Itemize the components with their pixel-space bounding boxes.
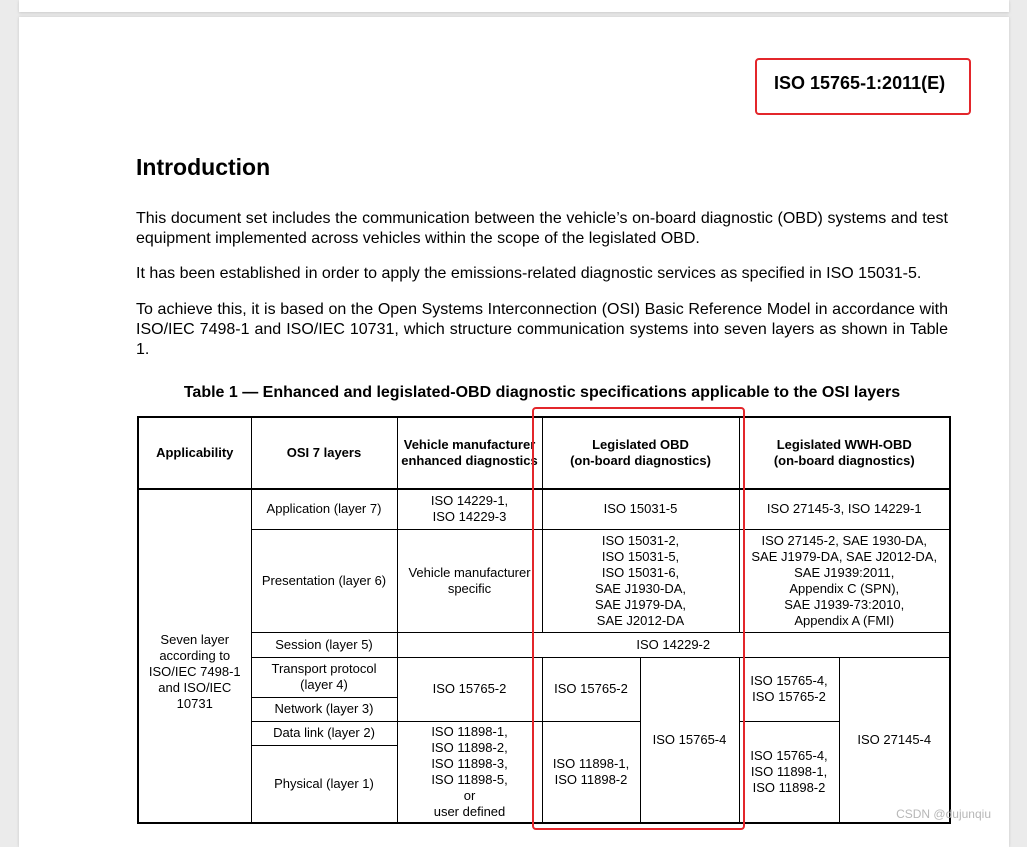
layer-application: Application (layer 7) (251, 489, 397, 529)
cell-application-obd: ISO 15031-5 (542, 489, 739, 529)
cell-datalink-physical-wwh: ISO 15765-4, ISO 11898-1, ISO 11898-2 (739, 721, 839, 823)
header-osi-layers: OSI 7 layers (251, 417, 397, 489)
cell-obd-lower-layers: ISO 15765-4 (640, 657, 739, 823)
cell-presentation-vehicle-mfr: Vehicle manufacturer specific (397, 529, 542, 632)
cell-transport-network-wwh: ISO 15765-4, ISO 15765-2 (739, 657, 839, 721)
header-applicability: Applicability (138, 417, 251, 489)
header-vehicle-manufacturer: Vehicle manufacturer enhanced diagnostics (397, 417, 542, 489)
cell-datalink-physical-vehicle-mfr: ISO 11898-1, ISO 11898-2, ISO 11898-3, ISO 11898-5, or user defined (397, 721, 542, 823)
cell-transport-network-obd: ISO 15765-2 (542, 657, 640, 721)
applicability-cell: Seven layer according to ISO/IEC 7498-1 and ISO/IEC 10731 (138, 489, 251, 823)
cell-wwh-lower-layers: ISO 27145-4 (839, 657, 950, 823)
cell-application-wwh: ISO 27145-3, ISO 14229-1 (739, 489, 950, 529)
table-row (138, 721, 950, 745)
cell-transport-network-vehicle-mfr: ISO 15765-2 (397, 657, 542, 721)
table-caption: Table 1 — Enhanced and legislated-OBD diagnostic specifications applicable to the OSI layers (183, 384, 901, 401)
header-legislated-wwh-obd: Legislated WWH-OBD (on-board diagnostics) (739, 417, 950, 489)
layer-network: Network (layer 3) (251, 697, 397, 721)
document-id: ISO 15765-1:2011(E) (774, 73, 946, 93)
cell-application-vehicle-mfr: ISO 14229-1, ISO 14229-3 (397, 489, 542, 529)
layer-transport: Transport protocol (layer 4) (251, 657, 397, 697)
cell-presentation-obd: ISO 15031-2, ISO 15031-5, ISO 15031-6, SAE J1930-DA, SAE J1979-DA, SAE J2012-DA (542, 529, 739, 632)
header-legislated-obd: Legislated OBD (on-board diagnostics) (542, 417, 739, 489)
cell-session-all: ISO 14229-2 (397, 632, 950, 657)
table-header-row (138, 417, 950, 489)
layer-presentation: Presentation (layer 6) (251, 529, 397, 632)
cell-presentation-wwh: ISO 27145-2, SAE 1930-DA, SAE J1979-DA, SAE J2012-DA, SAE J1939:2011, Appendix C (SPN), SAE J1939-73:2010, Appendix A (FMI) (739, 529, 950, 632)
layer-session: Session (layer 5) (251, 632, 397, 657)
layer-physical: Physical (layer 1) (251, 745, 397, 823)
intro-paragraph-2: It has been established in order to apply the emissions-related diagnostic services as specified in ISO 15031-5. (136, 265, 922, 282)
table-row (138, 632, 950, 657)
table-row (138, 529, 950, 632)
section-heading: Introduction (136, 154, 271, 180)
layer-datalink: Data link (layer 2) (251, 721, 397, 745)
cell-datalink-physical-obd: ISO 11898-1, ISO 11898-2 (542, 721, 640, 823)
intro-paragraph-1: This document set includes the communication between the vehicle’s on-board diagnostic (OBD) systems and test equipment implemented across vehicles within the scope of the legislated OBD. (136, 210, 948, 247)
table-row (138, 657, 950, 697)
watermark: CSDN @dujunqiu (896, 807, 991, 821)
intro-paragraph-3: To achieve this, it is based on the Open Systems Interconnection (OSI) Basic Reference Model in accordance with ISO/IEC 7498-1 and ISO/IEC 10731, which structure communication systems into seven layers as shown in Table 1. (136, 301, 948, 358)
osi-layers-table (137, 416, 951, 824)
previous-page-edge (19, 0, 1009, 12)
table-row (138, 489, 950, 529)
